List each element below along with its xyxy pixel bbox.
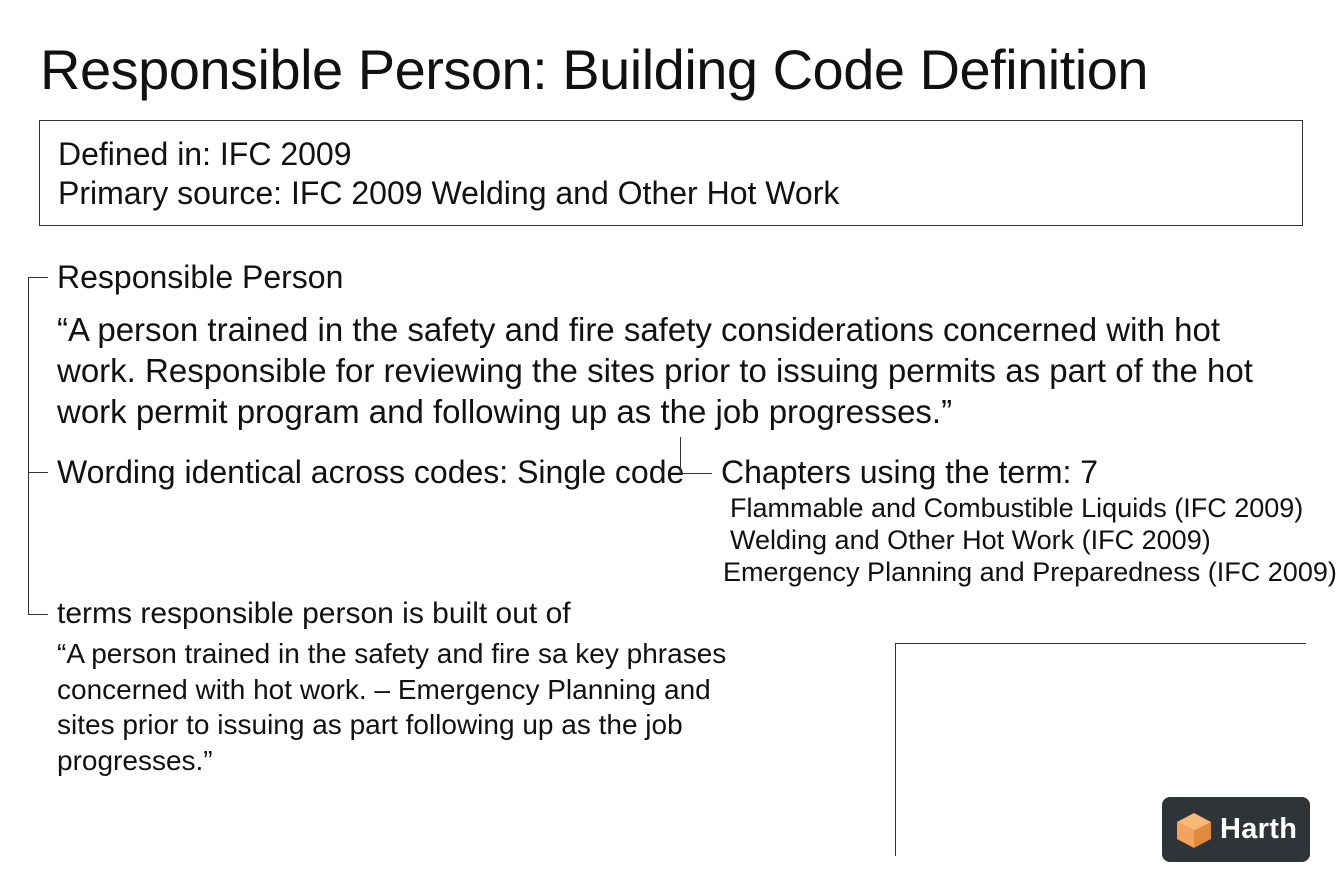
built-out-quote: “A person trained in the safety and fire sa key phrases concerned with hot work. – Emergency Planning and sites prior to issuing as part following up as the job progresses.” — [57, 638, 727, 776]
primary-source-text: Primary source: IFC 2009 Welding and Other Hot Work — [58, 175, 840, 211]
harth-logo — [1162, 797, 1310, 862]
chapter-item: Welding and Other Hot Work (IFC 2009) — [730, 525, 1211, 555]
defined-in-text: Defined in: IFC 2009 — [58, 136, 352, 172]
chapters-connector-horizontal — [680, 473, 712, 474]
source-info-box — [39, 120, 1303, 226]
tree-trunk-line — [28, 277, 29, 614]
wording-identical-text: Wording identical across codes: Single code — [57, 454, 685, 490]
page-title: Responsible Person: Building Code Definition — [40, 38, 1149, 101]
term-label: Responsible Person — [57, 259, 344, 295]
chapters-connector-vertical — [680, 437, 681, 473]
chapter-item: Flammable and Combustible Liquids (IFC 2009) — [730, 493, 1304, 523]
built-out-heading: terms responsible person is built out of — [57, 597, 571, 630]
harth-cube-logo-icon — [1174, 810, 1214, 850]
tree-branch-wording — [28, 472, 48, 473]
definition-quote: “A person trained in the safety and fire safety considerations concerned with hot work. Responsible for reviewing the sites prior to issuing permits as part of the hot work permit program and following up as the job progresses.” — [57, 311, 1253, 430]
harth-brand-name: Harth — [1220, 813, 1298, 845]
chapters-heading: Chapters using the term: 7 — [721, 454, 1099, 490]
tree-branch-built-out — [28, 614, 48, 615]
chapter-item: Emergency Planning and Preparedness (IFC 2009) — [723, 557, 1337, 587]
tree-branch-term — [28, 277, 48, 278]
